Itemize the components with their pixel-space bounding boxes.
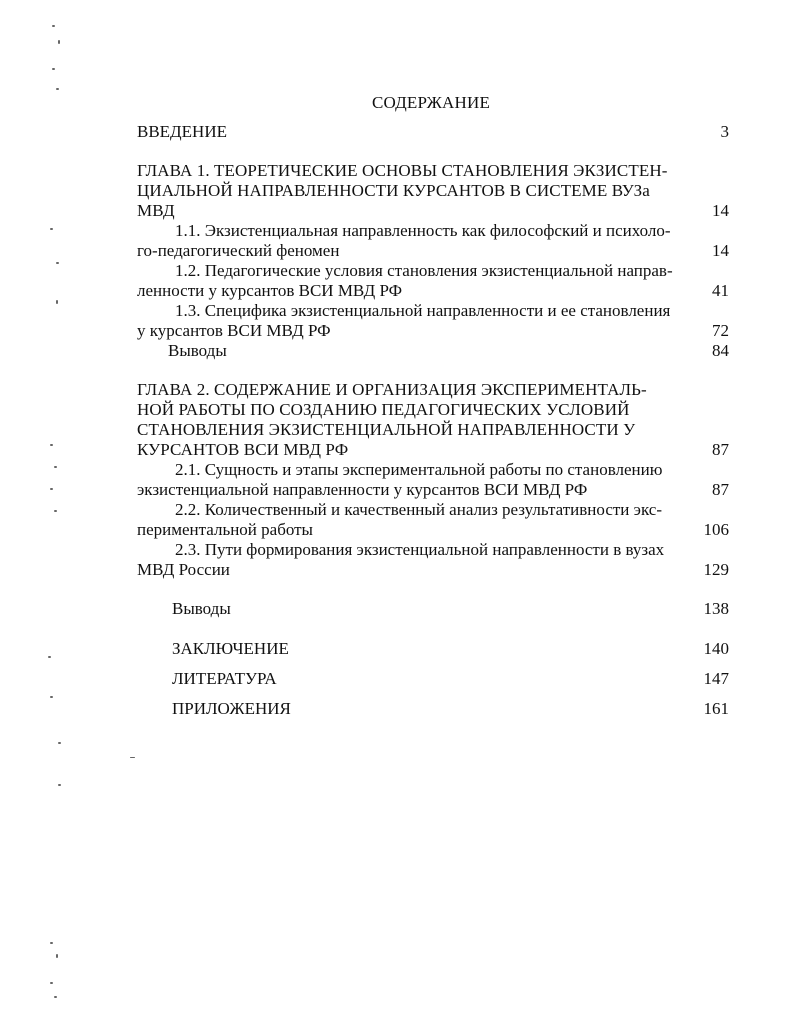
section-1-2-page: 41 [712, 281, 729, 300]
section-1-1-line[interactable]: 1.1. Экзистенциальная направленность как философский и психоло- [175, 221, 671, 240]
section-2-3-page: 129 [703, 560, 729, 579]
chapter2-conclusions[interactable]: Выводы [172, 599, 231, 618]
chapter2-heading-line[interactable]: СТАНОВЛЕНИЯ ЭКЗИСТЕНЦИАЛЬНОЙ НАПРАВЛЕННОСТИ У [137, 420, 636, 439]
section-1-1-line[interactable]: го-педагогический феномен [137, 241, 340, 260]
section-1-3-line[interactable]: у курсантов ВСИ МВД РФ [137, 321, 331, 340]
scan-speck [50, 228, 53, 230]
section-1-1-page: 14 [712, 241, 729, 260]
scan-speck [54, 510, 57, 512]
scan-speck [48, 656, 51, 658]
scan-speck [130, 757, 135, 758]
scan-speck [54, 996, 57, 998]
toc-title: СОДЕРЖАНИЕ [371, 93, 491, 112]
scan-speck [58, 742, 61, 744]
section-2-3-line[interactable]: МВД России [137, 560, 230, 579]
toc-entry-conclusion[interactable]: ЗАКЛЮЧЕНИЕ [172, 639, 289, 658]
chapter2-heading-line[interactable]: НОЙ РАБОТЫ ПО СОЗДАНИЮ ПЕДАГОГИЧЕСКИХ УСЛОВИЙ [137, 400, 630, 419]
toc-entry-appendices[interactable]: ПРИЛОЖЕНИЯ [172, 699, 291, 718]
chapter2-heading-line[interactable]: ГЛАВА 2. СОДЕРЖАНИЕ И ОРГАНИЗАЦИЯ ЭКСПЕРИМЕНТАЛЬ- [137, 380, 647, 399]
chapter1-conclusions[interactable]: Выводы [168, 341, 227, 360]
scan-speck [50, 444, 53, 446]
scan-speck [56, 954, 58, 958]
toc-entry-intro[interactable]: ВВЕДЕНИЕ [137, 122, 227, 141]
section-1-3-line[interactable]: 1.3. Специфика экзистенциальной направленности и ее становления [175, 301, 671, 320]
section-1-2-line[interactable]: 1.2. Педагогические условия становления экзистенциальной направ- [175, 261, 673, 280]
chapter1-heading-line[interactable]: МВД [137, 201, 175, 220]
scan-speck [50, 488, 53, 490]
chapter1-heading-line[interactable]: ЦИАЛЬНОЙ НАПРАВЛЕННОСТИ КУРСАНТОВ В СИСТЕМЕ ВУЗа [137, 181, 650, 200]
scan-speck [50, 696, 53, 698]
chapter1-page: 14 [712, 201, 729, 220]
section-2-2-line[interactable]: периментальной работы [137, 520, 313, 539]
scan-speck [56, 300, 58, 304]
chapter2-heading-line[interactable]: КУРСАНТОВ ВСИ МВД РФ [137, 440, 349, 459]
scan-speck [52, 68, 55, 70]
scan-speck [52, 25, 55, 27]
section-1-3-page: 72 [712, 321, 729, 340]
toc-page-appendices: 161 [703, 699, 729, 718]
scan-speck [54, 466, 57, 468]
section-2-3-line[interactable]: 2.3. Пути формирования экзистенциальной направленности в вузах [175, 540, 665, 559]
scan-speck [56, 88, 59, 90]
scan-speck [50, 982, 53, 984]
toc-page-intro: 3 [720, 122, 729, 141]
scan-speck [58, 784, 61, 786]
chapter2-conclusions-page: 138 [703, 599, 729, 618]
section-2-1-line[interactable]: 2.1. Сущность и этапы экспериментальной работы по становлению [175, 460, 663, 479]
chapter2-page: 87 [712, 440, 729, 459]
section-2-1-page: 87 [712, 480, 729, 499]
toc-page-literature: 147 [703, 669, 729, 688]
toc-page-conclusion: 140 [703, 639, 729, 658]
section-2-2-line[interactable]: 2.2. Количественный и качественный анализ результативности экс- [175, 500, 662, 519]
scan-speck [50, 942, 53, 944]
section-1-2-line[interactable]: ленности у курсантов ВСИ МВД РФ [137, 281, 403, 300]
section-2-1-line[interactable]: экзистенциальной направленности у курсантов ВСИ МВД РФ [137, 480, 588, 499]
toc-entry-literature[interactable]: ЛИТЕРАТУРА [172, 669, 277, 688]
chapter1-conclusions-page: 84 [712, 341, 729, 360]
chapter1-heading-line[interactable]: ГЛАВА 1. ТЕОРЕТИЧЕСКИЕ ОСНОВЫ СТАНОВЛЕНИЯ ЭКЗИСТЕН- [137, 161, 668, 180]
scan-speck [58, 40, 60, 44]
section-2-2-page: 106 [703, 520, 729, 539]
scan-speck [56, 262, 59, 264]
